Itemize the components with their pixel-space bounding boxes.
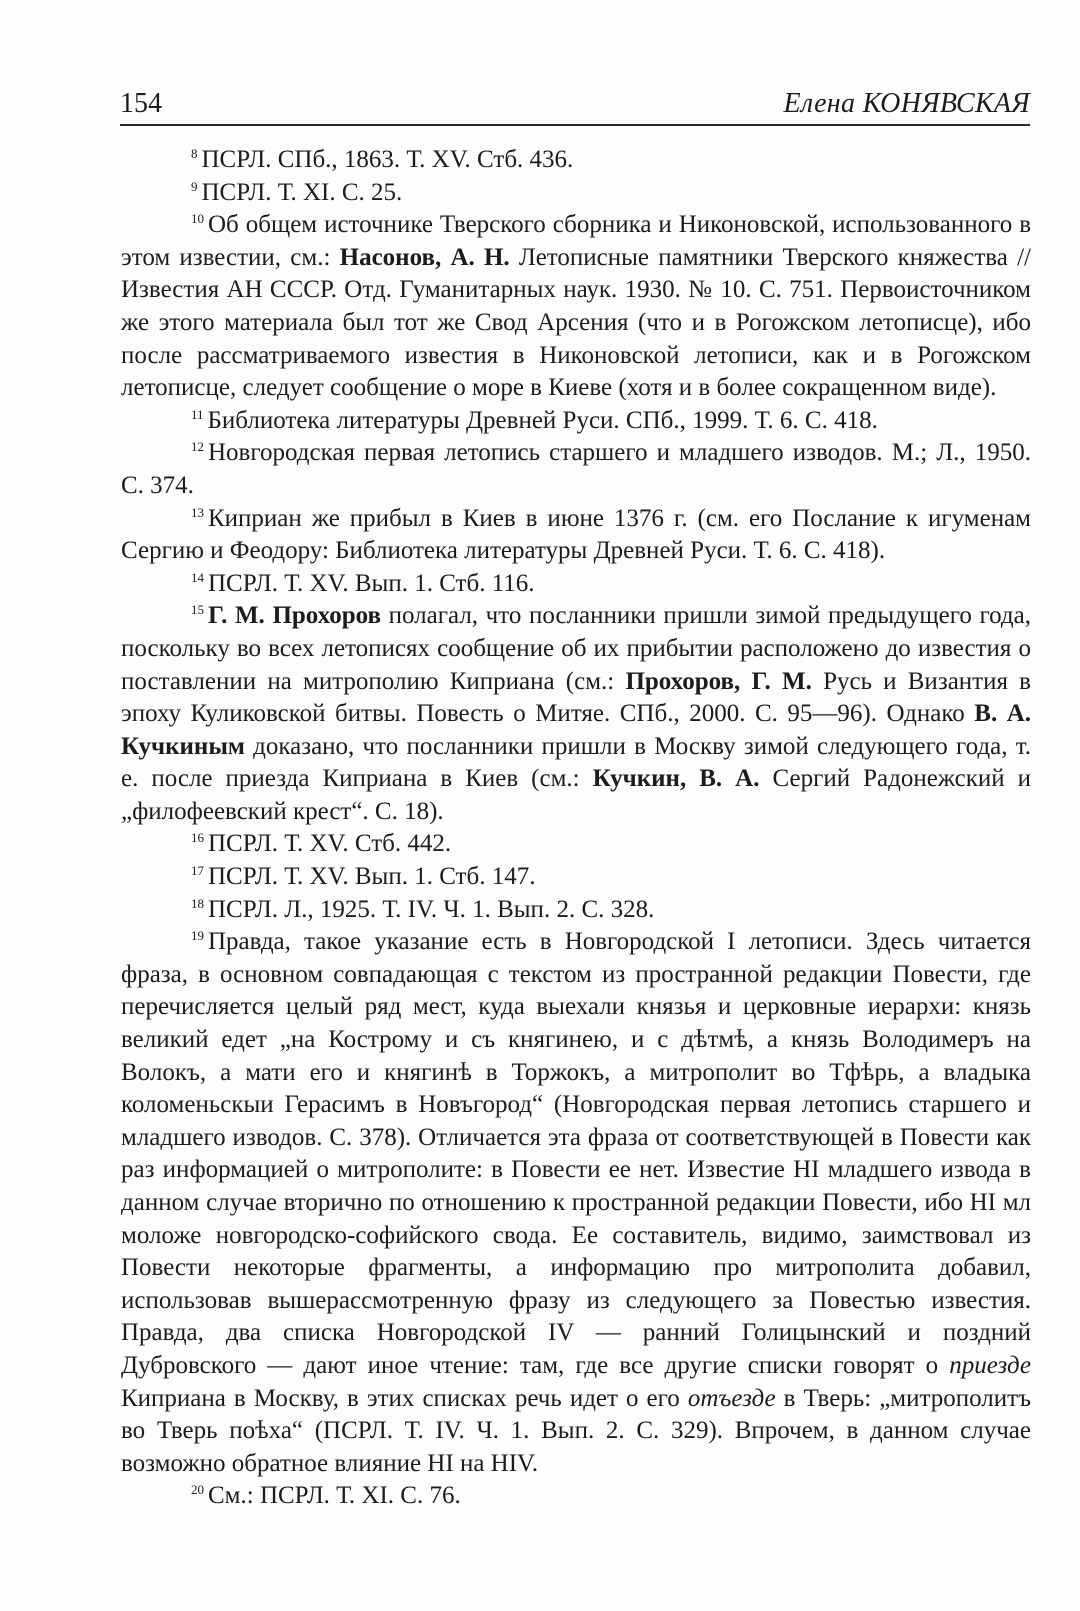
footnote-text: Киприана в Москву, в этих списках речь идет о его <box>121 1384 688 1412</box>
footnote-emphasis: Прохоров, Г. М. <box>625 667 812 695</box>
footnote-text: ПСРЛ. Т. XV. Вып. 1. Стб. 116. <box>208 569 535 597</box>
footnote-text: ПСРЛ. Т. XI. С. 25. <box>201 178 403 206</box>
page-number: 154 <box>120 88 162 119</box>
footnote-number: 14 <box>191 569 204 585</box>
footnote-text: Правда, такое указание есть в Новгородской I летописи. Здесь читается фраза, в основном совпадающая с текстом из пространной редакции Повести, где перечисляется целый ряд мест, куда выехали князья и церковные иерархи: князь великий едет „на Кострому и съ княгинею, и с дѣтмѣ, а князь Володимеръ на Волокъ, а мати его и княгинѣ в Торжокъ, а митрополит во Тфѣрь, а владыка коломеньскыи Герасимъ в Новъгород“ (Новгородская первая летопись старшего и младшего изводов. С. 378). Отличается эта фраза от соответствующей в Повести как раз информацией о митрополите: в Повести ее нет. Известие НI младшего извода в данном случае вторично по отношению к пространной редакции Повести, ибо НI мл моложе новгородско-софийского свода. Ее составитель, видимо, заимствовал из Повести некоторые фрагменты, а информацию про митрополита добавил, использовав вышерассмотренную фразу из следующего за Повестью известия. Правда, два списка Новгородской IV — ранний Голицынский и поздний Дубровского — дают иное чтение: там, где все другие списки говорят о <box>121 928 1031 1379</box>
footnote-text: ПСРЛ. Л., 1925. Т. IV. Ч. 1. Вып. 2. С. 328. <box>208 895 655 923</box>
footnote-number: 20 <box>191 1482 204 1498</box>
footnote-13 <box>121 503 1031 568</box>
footnote-text: Библиотека литературы Древней Руси. СПб., 1999. Т. 6. С. 418. <box>207 406 878 434</box>
footnote-number: 13 <box>191 504 204 520</box>
footnote-emphasis: отъезде <box>687 1384 776 1412</box>
footnote-number: 15 <box>191 602 204 618</box>
footnote-emphasis: Кучкин, В. А. <box>592 765 760 793</box>
footnote-emphasis: Насонов, А. Н. <box>339 243 510 271</box>
footnote-text: полагал, что посланники пришли зимой предыдущего года, поскольку во всех летописях сообщение об их прибытии расположено до известия о поставлении на митрополию Киприана (см.: <box>121 602 1031 695</box>
footnote-number: 11 <box>191 406 204 422</box>
footnote-9 <box>121 177 1031 210</box>
footnote-12 <box>121 437 1031 502</box>
footnote-text: Киприан же прибыл в Киев в июне 1376 г. (см. его Послание к игуменам Сергию и Феодору: Библиотека литературы Древней Руси. Т. 6. С. 418). <box>121 504 1031 565</box>
footnote-17 <box>121 861 1031 894</box>
footnote-text: ПСРЛ. СПб., 1863. Т. XV. Стб. 436. <box>201 146 574 173</box>
footnote-text: в Тверь: „митрополитъ во Тверь поѣха“ (ПСРЛ. Т. IV. Ч. 1. Вып. 2. С. 329). Впрочем, в данном случае возможно обратное влияние НI на НIV. <box>121 1384 1031 1477</box>
footnote-20 <box>121 1480 1031 1513</box>
footnote-16 <box>121 828 1031 861</box>
footnotes-block <box>121 144 1031 1513</box>
footnote-number: 18 <box>191 895 204 911</box>
footnote-text: Сергий Радонежский и „филофеевский крест“. С. 18). <box>121 765 1032 825</box>
running-title: Елена КОНЯВСКАЯ <box>783 88 1030 119</box>
page-header <box>120 76 1030 126</box>
footnote-number: 10 <box>191 211 204 227</box>
footnote-emphasis: приезде <box>949 1351 1031 1379</box>
footnote-text: Летописные памятники Тверского княжества // Известия АН СССР. Отд. Гуманитарных наук. 1930. № 10. С. 751. Первоисточником же этого материала был тот же Свод Арсения (что и в Рогожском летописце), ибо после рассматриваемого известия в Никоновской летописи, как и в Рогожском летописце, следует сообщение о море в Киеве (хотя и в более сокращенном виде). <box>121 243 1031 402</box>
footnote-number: 17 <box>191 863 204 879</box>
footnote-number: 19 <box>191 928 204 944</box>
footnote-number: 16 <box>191 830 204 846</box>
footnote-emphasis: В. А. Кучкиным <box>121 700 1031 760</box>
footnote-text: См.: ПСРЛ. Т. XI. С. 76. <box>208 1482 461 1510</box>
footnote-text: ПСРЛ. Т. XV. Стб. 442. <box>208 830 452 858</box>
footnote-text: Об общем источнике Тверского сборника и Никоновской, использованного в этом известии, см.: <box>121 211 1031 271</box>
footnote-text: Русь и Византия в эпоху Куликовской битвы. Повесть о Митяе. СПб., 2000. С. 95—96). Однако <box>121 667 1031 728</box>
footnote-18 <box>121 894 1031 927</box>
footnote-text: ПСРЛ. Т. XV. Вып. 1. Стб. 147. <box>208 863 536 891</box>
footnote-11 <box>121 405 1031 438</box>
footnote-emphasis: Г. М. Прохоров <box>208 602 381 630</box>
footnote-text: Новгородская первая летопись старшего и младшего изводов. М.; Л., 1950. С. 374. <box>121 439 1031 499</box>
footnote-text: доказано, что посланники пришли в Москву зимой следующего года, т. е. после приезда Киприана в Киев (см.: <box>121 732 1031 793</box>
footnote-19 <box>121 926 1031 1480</box>
footnote-15 <box>121 600 1031 828</box>
footnote-number: 12 <box>191 439 204 455</box>
footnote-14 <box>121 568 1031 601</box>
footnote-number: 9 <box>191 178 198 194</box>
footnote-number: 8 <box>191 146 198 161</box>
footnote-8 <box>121 144 1031 177</box>
footnote-10 <box>121 209 1031 405</box>
